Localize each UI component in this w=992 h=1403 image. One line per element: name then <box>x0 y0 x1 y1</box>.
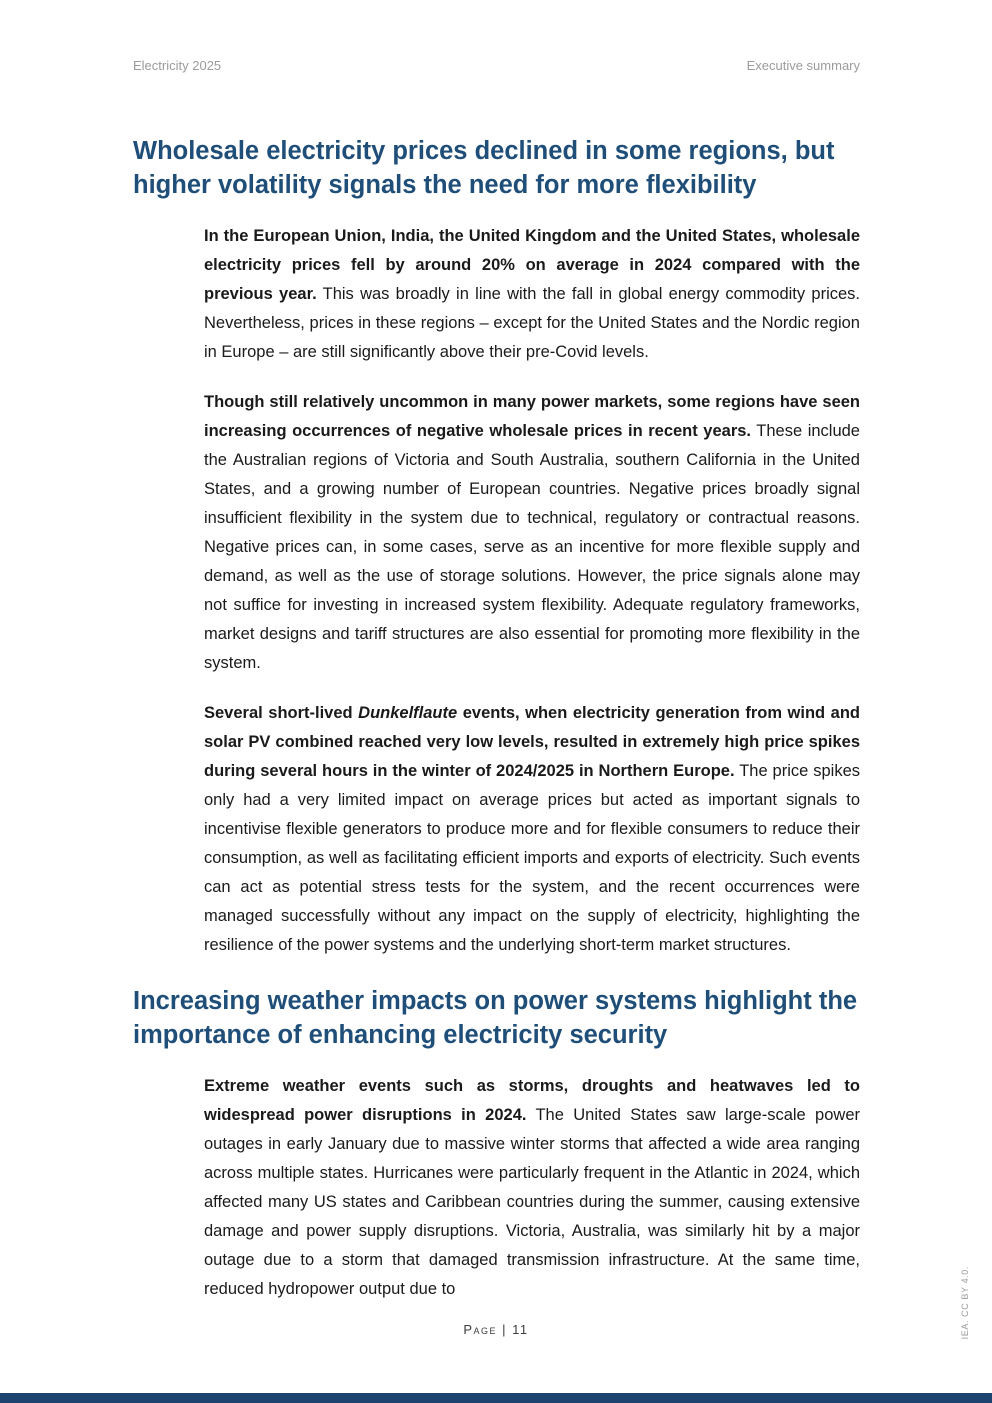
page-footer <box>0 1322 992 1337</box>
paragraph-lead-bold: Several short-lived <box>204 704 359 722</box>
page-content <box>133 134 860 1325</box>
page-header <box>133 58 860 73</box>
paragraph-lead-bold-italic: Dunkelflaute <box>358 704 458 722</box>
header-chapter-title: Executive summary <box>746 58 860 73</box>
section-heading-weather-impacts: Increasing weather impacts on power systems highlight the importance of enhancing electricity security <box>133 987 858 1049</box>
page-number: Page | 11 <box>463 1322 529 1337</box>
license-vertical-text: IEA. CC BY 4.0. <box>960 1265 970 1339</box>
paragraph-body-text: The price spikes only had a very limited impact on average prices but acted as important signals to incentivise flexible generators to produce more and for flexible consumers to reduce their consumption, as well as facilitating efficient imports and exports of electricity. Such events can act as potential stress tests for the system, and the recent occurrences were managed successfully without any impact on the supply of electricity, highlighting the resilience of the power systems and the underlying short-term market structures. <box>204 762 861 954</box>
paragraph-body-text: These include the Australian regions of Victoria and South Australia, southern California in the United States, and a growing number of European countries. Negative prices broadly signal insufficient flexibility in the system due to technical, regulatory or contractual reasons. Negative prices can, in some cases, serve as an incentive for more flexible supply and demand, as well as the use of storage solutions. However, the price signals alone may not suffice for investing in increased system flexibility. Adequate regulatory frameworks, market designs and tariff structures are also essential for promoting more flexibility in the system. <box>204 422 860 672</box>
paragraph-lead-bold: Extreme weather events such as storms, droughts and heatwaves led to widespread power disruptions in 2024. <box>204 1077 860 1124</box>
paragraph-extreme-weather <box>204 1072 860 1304</box>
paragraph-lead-bold: In the European Union, India, the United Kingdom and the United States, wholesale electricity prices fell by around 20% on average in 2024 compared with the previous year. <box>204 227 860 303</box>
section-heading-wholesale-prices: Wholesale electricity prices declined in some regions, but higher volatility signals the need for more flexibility <box>133 137 835 199</box>
paragraph-body-text: This was broadly in line with the fall in global energy commodity prices. Nevertheless, prices in these regions – except for the United States and the Nordic region in Europe – are still significantly above their pre-Covid levels. <box>204 285 861 361</box>
paragraph-price-decline <box>204 222 860 367</box>
header-document-title: Electricity 2025 <box>133 58 222 73</box>
paragraph-negative-prices <box>204 388 860 678</box>
paragraph-lead-bold: Though still relatively uncommon in many power markets, some regions have seen increasing occurrences of negative wholesale prices in recent years. <box>204 393 860 440</box>
bottom-accent-bar <box>0 1393 992 1403</box>
paragraph-lead-bold: events, when electricity generation from wind and solar PV combined reached very low levels, resulted in extremely high price spikes during several hours in the winter of 2024/2025 in Northern Europe. <box>204 704 860 780</box>
paragraph-dunkelflaute-events <box>204 699 860 960</box>
paragraph-body-text: The United States saw large-scale power outages in early January due to massive winter storms that affected a wide area ranging across multiple states. Hurricanes were particularly frequent in the Atlantic in 2024, which affected many US states and Caribbean countries during the summer, causing extensive damage and power supply disruptions. Victoria, Australia, was similarly hit by a major outage due to a storm that damaged transmission infrastructure. At the same time, reduced hydropower output due to <box>204 1106 860 1298</box>
